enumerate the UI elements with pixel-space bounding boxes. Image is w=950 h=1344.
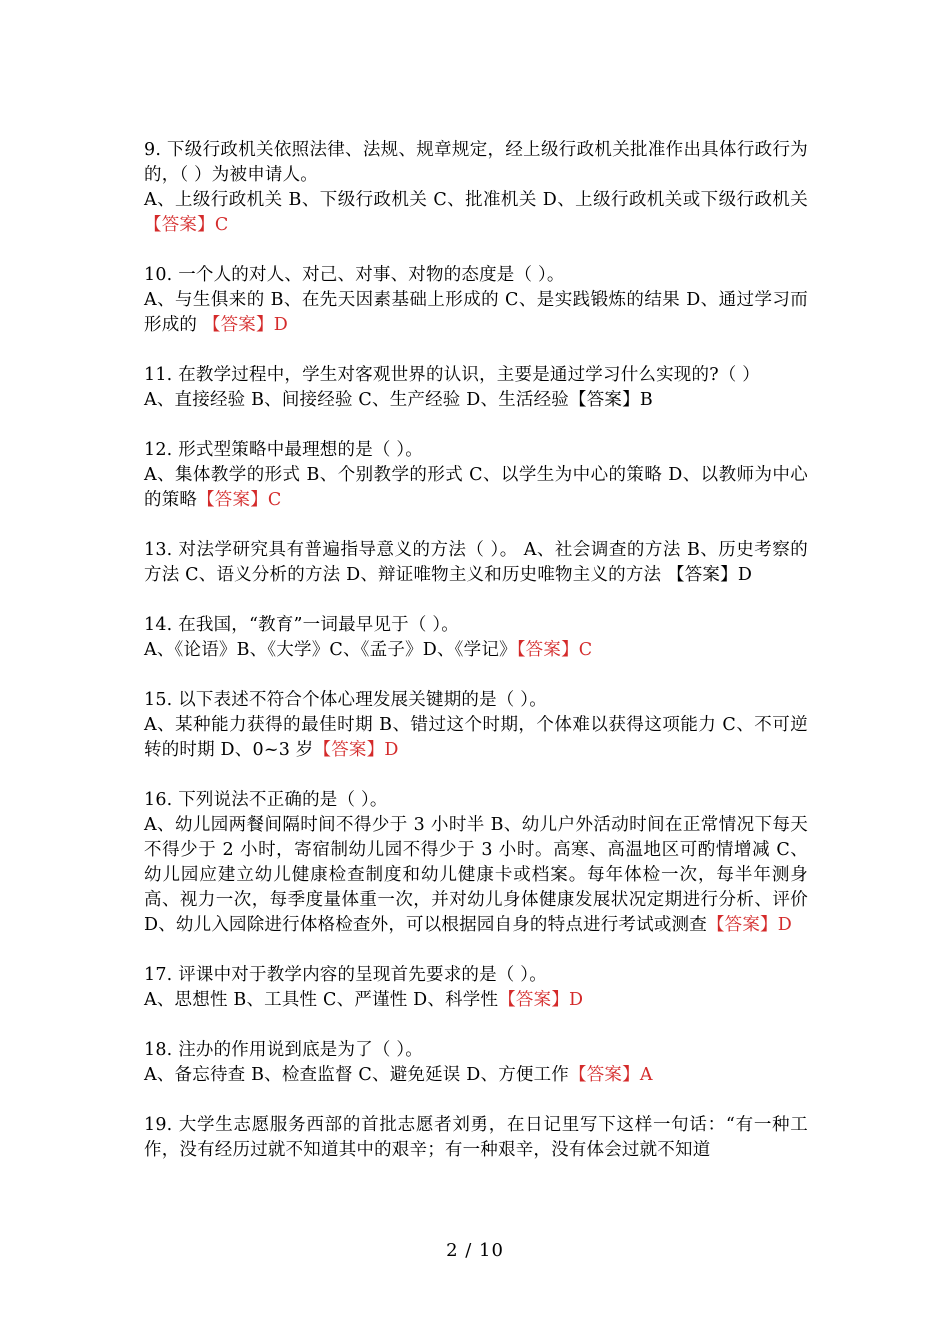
question-options: A、与生俱来的 B、在先天因素基础上形成的 C、是实践锻炼的结果 D、通过学习而形成的 bbox=[144, 290, 808, 335]
question-options: A、《论语》B、《大学》C、《孟子》D、《学记》 bbox=[144, 640, 517, 660]
question-text bbox=[144, 363, 808, 413]
question-text bbox=[144, 263, 808, 338]
answer-value: C bbox=[214, 215, 229, 235]
question-text bbox=[144, 438, 808, 513]
question-stem: 13. 对法学研究具有普遍指导意义的方法（ ）。 A、社会调查的方法 B、历史考察的方法 C、语义分析的方法 D、辩证唯物主义和历史唯物主义的方法 bbox=[144, 540, 808, 585]
answer-label: 【答案】 bbox=[498, 990, 570, 1010]
question-9 bbox=[144, 138, 808, 238]
question-options: A、上级行政机关 B、下级行政机关 C、批准机关 D、上级行政机关或下级行政机关 bbox=[144, 190, 808, 210]
answer-value: D bbox=[777, 915, 792, 935]
answer-label: 【答案】 bbox=[202, 315, 274, 335]
page-number: 2 / 10 bbox=[446, 1240, 504, 1261]
answer-value: D bbox=[569, 990, 584, 1010]
answer-value: B bbox=[639, 390, 653, 410]
question-stem: 11. 在教学过程中，学生对客观世界的认识，主要是通过学习什么实现的?（ ） bbox=[144, 365, 760, 385]
answer-value: D bbox=[384, 740, 399, 760]
answer-value: D bbox=[273, 315, 288, 335]
question-options: A、集体教学的形式 B、个别教学的形式 C、以学生为中心的策略 D、以教师为中心的策略 bbox=[144, 465, 808, 510]
question-12 bbox=[144, 438, 808, 513]
question-text bbox=[144, 1038, 808, 1088]
question-options: A、备忘待查 B、检查监督 C、避免延误 D、方便工作 bbox=[144, 1065, 570, 1085]
question-text bbox=[144, 688, 808, 763]
question-15 bbox=[144, 688, 808, 763]
question-stem: 9. 下级行政机关依照法律、法规、规章规定，经上级行政机关批准作出具体行政行为的，（ ）为被申请人。 bbox=[144, 140, 808, 185]
question-stem: 16. 下列说法不正确的是（ ）。 bbox=[144, 790, 388, 810]
answer-label: 【答案】 bbox=[667, 565, 738, 585]
question-stem: 18. 注办的作用说到底是为了（ ）。 bbox=[144, 1040, 424, 1060]
question-text bbox=[144, 1113, 808, 1163]
question-stem: 17. 评课中对于教学内容的呈现首先要求的是（ ）。 bbox=[144, 965, 547, 985]
document-page bbox=[144, 138, 808, 1188]
question-options: A、幼儿园两餐间隔时间不得少于 3 小时半 B、幼儿户外活动时间在正常情况下每天不得少于 2 小时，寄宿制幼儿园不得少于 3 小时。高寒、高温地区可酌情增减 C、幼儿园应建立幼儿健康检查制度和幼儿健康卡或档案。每年体检一次，每半年测身高、视力一次，每季度量体重一次，并对幼儿身体健康发展状况定期进行分析、评价 D、幼儿入园除进行体格检查外，可以根据园自身的特点进行考试或测查 bbox=[144, 815, 808, 935]
question-19 bbox=[144, 1113, 808, 1163]
question-options: A、直接经验 B、间接经验 C、生产经验 D、生活经验 bbox=[144, 390, 570, 410]
answer-value: D bbox=[737, 565, 753, 585]
question-13 bbox=[144, 538, 808, 588]
answer-label: 【答案】 bbox=[569, 1065, 640, 1085]
question-11 bbox=[144, 363, 808, 413]
question-stem: 19. 大学生志愿服务西部的首批志愿者刘勇，在日记里写下这样一句话：“有一种工作，没有经历过就不知道其中的艰辛；有一种艰辛，没有体会过就不知道 bbox=[144, 1115, 808, 1160]
answer-label: 【答案】 bbox=[569, 390, 640, 410]
question-options: A、某种能力获得的最佳时期 B、错过这个时期，个体难以获得这项能力 C、不可逆转的时期 D、0~3 岁 bbox=[144, 715, 808, 760]
question-stem: 15. 以下表述不符合个体心理发展关键期的是（ ）。 bbox=[144, 690, 547, 710]
question-text bbox=[144, 613, 808, 663]
question-10 bbox=[144, 263, 808, 338]
answer-value: C bbox=[267, 490, 282, 510]
question-14 bbox=[144, 613, 808, 663]
question-stem: 10. 一个人的对人、对己、对事、对物的态度是（ ）。 bbox=[144, 265, 565, 285]
answer-label: 【答案】 bbox=[706, 915, 778, 935]
answer-value: A bbox=[639, 1065, 653, 1085]
question-16 bbox=[144, 788, 808, 938]
question-stem: 14. 在我国，“教育”一词最早见于（ ）。 bbox=[144, 615, 459, 635]
answer-label: 【答案】 bbox=[313, 740, 385, 760]
answer-label: 【答案】 bbox=[516, 640, 579, 660]
answer-label: 【答案】 bbox=[144, 215, 215, 235]
question-text bbox=[144, 788, 808, 938]
question-17 bbox=[144, 963, 808, 1013]
question-text bbox=[144, 538, 808, 588]
question-stem: 12. 形式型策略中最理想的是（ ）。 bbox=[144, 440, 424, 460]
answer-label: 【答案】 bbox=[197, 490, 268, 510]
answer-value: C bbox=[578, 640, 593, 660]
question-text bbox=[144, 963, 808, 1013]
question-18 bbox=[144, 1038, 808, 1088]
question-options: A、思想性 B、工具性 C、严谨性 D、科学性 bbox=[144, 990, 499, 1010]
question-text bbox=[144, 138, 808, 238]
